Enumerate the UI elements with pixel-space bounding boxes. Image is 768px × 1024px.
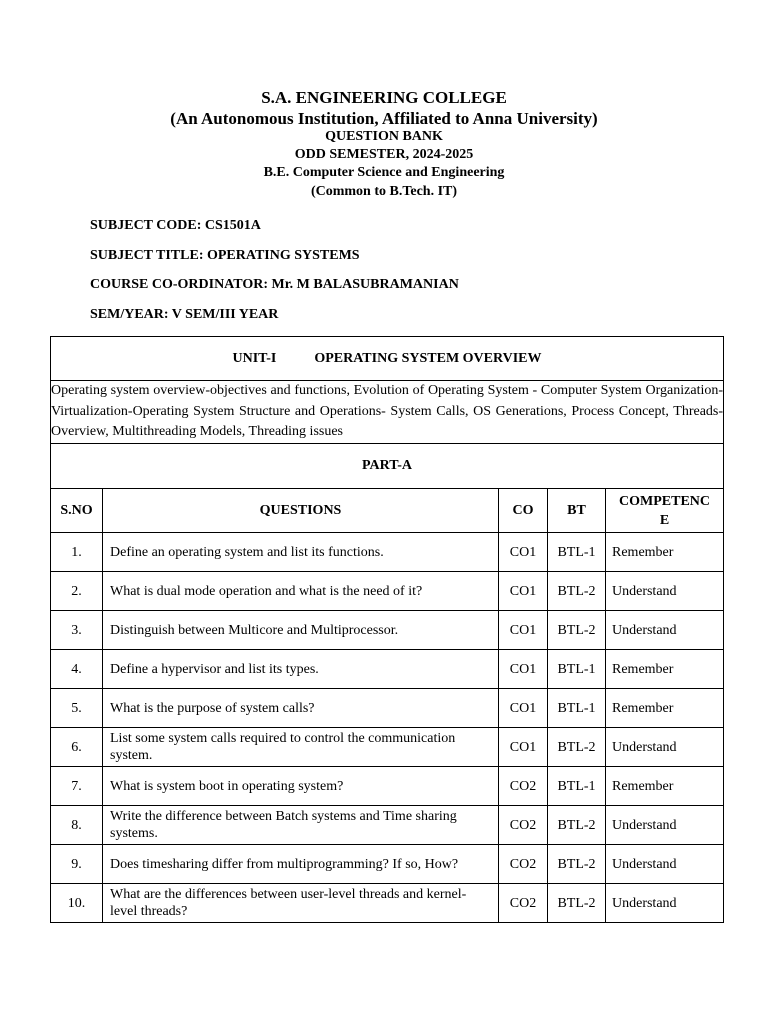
table-row bbox=[51, 572, 724, 611]
unit-label: UNIT-I bbox=[232, 350, 277, 366]
college-name: S.A. ENGINEERING COLLEGE bbox=[261, 88, 507, 107]
question-number: 9. bbox=[51, 845, 103, 884]
blooms-level: BTL-1 bbox=[548, 689, 606, 728]
table-row bbox=[51, 884, 724, 923]
course-outcome: CO2 bbox=[499, 767, 548, 806]
course-outcome: CO1 bbox=[499, 689, 548, 728]
unit-heading-row bbox=[51, 337, 724, 381]
competence: Remember bbox=[606, 650, 724, 689]
course-outcome: CO1 bbox=[499, 611, 548, 650]
question-number: 4. bbox=[51, 650, 103, 689]
question-text: Define a hypervisor and list its types. bbox=[103, 650, 499, 689]
course-outcome: CO2 bbox=[499, 845, 548, 884]
table-row bbox=[51, 845, 724, 884]
subject-title: SUBJECT TITLE: OPERATING SYSTEMS bbox=[90, 248, 360, 263]
question-text: What is the purpose of system calls? bbox=[103, 689, 499, 728]
blooms-level: BTL-1 bbox=[548, 533, 606, 572]
competence: Understand bbox=[606, 728, 724, 767]
competence: Remember bbox=[606, 533, 724, 572]
question-number: 8. bbox=[51, 806, 103, 845]
table-row bbox=[51, 650, 724, 689]
semester-label: ODD SEMESTER, 2024-2025 bbox=[294, 147, 474, 162]
competence: Remember bbox=[606, 767, 724, 806]
part-label: PART-A bbox=[51, 444, 724, 489]
col-competence-line2: E bbox=[659, 512, 670, 528]
competence: Remember bbox=[606, 689, 724, 728]
table-row bbox=[51, 689, 724, 728]
sem-year: SEM/YEAR: V SEM/III YEAR bbox=[90, 307, 279, 322]
col-competence-line1: COMPETENC bbox=[619, 493, 710, 509]
column-header-row bbox=[51, 489, 724, 533]
question-number: 5. bbox=[51, 689, 103, 728]
question-number: 1. bbox=[51, 533, 103, 572]
question-text: What is system boot in operating system? bbox=[103, 767, 499, 806]
blooms-level: BTL-2 bbox=[548, 806, 606, 845]
col-co: CO bbox=[499, 489, 548, 533]
col-sno: S.NO bbox=[51, 489, 103, 533]
blooms-level: BTL-2 bbox=[548, 728, 606, 767]
question-text: What are the differences between user-level threads and kernel-level threads? bbox=[103, 884, 499, 923]
col-bt: BT bbox=[548, 489, 606, 533]
table-row bbox=[51, 611, 724, 650]
course-outcome: CO1 bbox=[499, 650, 548, 689]
course-outcome: CO1 bbox=[499, 572, 548, 611]
question-text: Does timesharing differ from multiprogramming? If so, How? bbox=[103, 845, 499, 884]
question-number: 2. bbox=[51, 572, 103, 611]
col-questions: QUESTIONS bbox=[103, 489, 499, 533]
programme-label: B.E. Computer Science and Engineering bbox=[263, 165, 505, 180]
competence: Understand bbox=[606, 572, 724, 611]
question-number: 7. bbox=[51, 767, 103, 806]
question-number: 3. bbox=[51, 611, 103, 650]
table-row bbox=[51, 806, 724, 845]
table-row bbox=[51, 533, 724, 572]
blooms-level: BTL-1 bbox=[548, 650, 606, 689]
unit-syllabus: Operating system overview-objectives and functions, Evolution of Operating System - Computer System Organization-Virtualization-Operating System Structure and Operations- System Calls, OS Generations, Process Concept, Threads- Overview, Multithreading Models, Threading issues bbox=[51, 381, 724, 444]
col-competence bbox=[606, 489, 724, 533]
question-bank-table bbox=[50, 336, 724, 923]
course-outcome: CO1 bbox=[499, 728, 548, 767]
college-affiliation: (An Autonomous Institution, Affiliated to Anna University) bbox=[170, 109, 598, 128]
course-outcome: CO2 bbox=[499, 884, 548, 923]
question-number: 6. bbox=[51, 728, 103, 767]
question-text: What is dual mode operation and what is the need of it? bbox=[103, 572, 499, 611]
question-number: 10. bbox=[51, 884, 103, 923]
table-row bbox=[51, 728, 724, 767]
question-text: Write the difference between Batch systems and Time sharing systems. bbox=[103, 806, 499, 845]
question-text: List some system calls required to control the communication system. bbox=[103, 728, 499, 767]
competence: Understand bbox=[606, 845, 724, 884]
competence: Understand bbox=[606, 611, 724, 650]
unit-title: OPERATING SYSTEM OVERVIEW bbox=[314, 350, 542, 366]
blooms-level: BTL-2 bbox=[548, 884, 606, 923]
course-coordinator: COURSE CO-ORDINATOR: Mr. M BALASUBRAMANIAN bbox=[90, 277, 459, 292]
question-text: Define an operating system and list its functions. bbox=[103, 533, 499, 572]
syllabus-row bbox=[51, 381, 724, 444]
question-text: Distinguish between Multicore and Multiprocessor. bbox=[103, 611, 499, 650]
blooms-level: BTL-2 bbox=[548, 572, 606, 611]
part-heading-row bbox=[51, 444, 724, 489]
blooms-level: BTL-2 bbox=[548, 611, 606, 650]
document-type: QUESTION BANK bbox=[325, 129, 443, 144]
blooms-level: BTL-2 bbox=[548, 845, 606, 884]
competence: Understand bbox=[606, 884, 724, 923]
table-row bbox=[51, 767, 724, 806]
common-label: (Common to B.Tech. IT) bbox=[310, 184, 458, 199]
blooms-level: BTL-1 bbox=[548, 767, 606, 806]
subject-code: SUBJECT CODE: CS1501A bbox=[90, 218, 261, 233]
course-outcome: CO1 bbox=[499, 533, 548, 572]
course-outcome: CO2 bbox=[499, 806, 548, 845]
competence: Understand bbox=[606, 806, 724, 845]
